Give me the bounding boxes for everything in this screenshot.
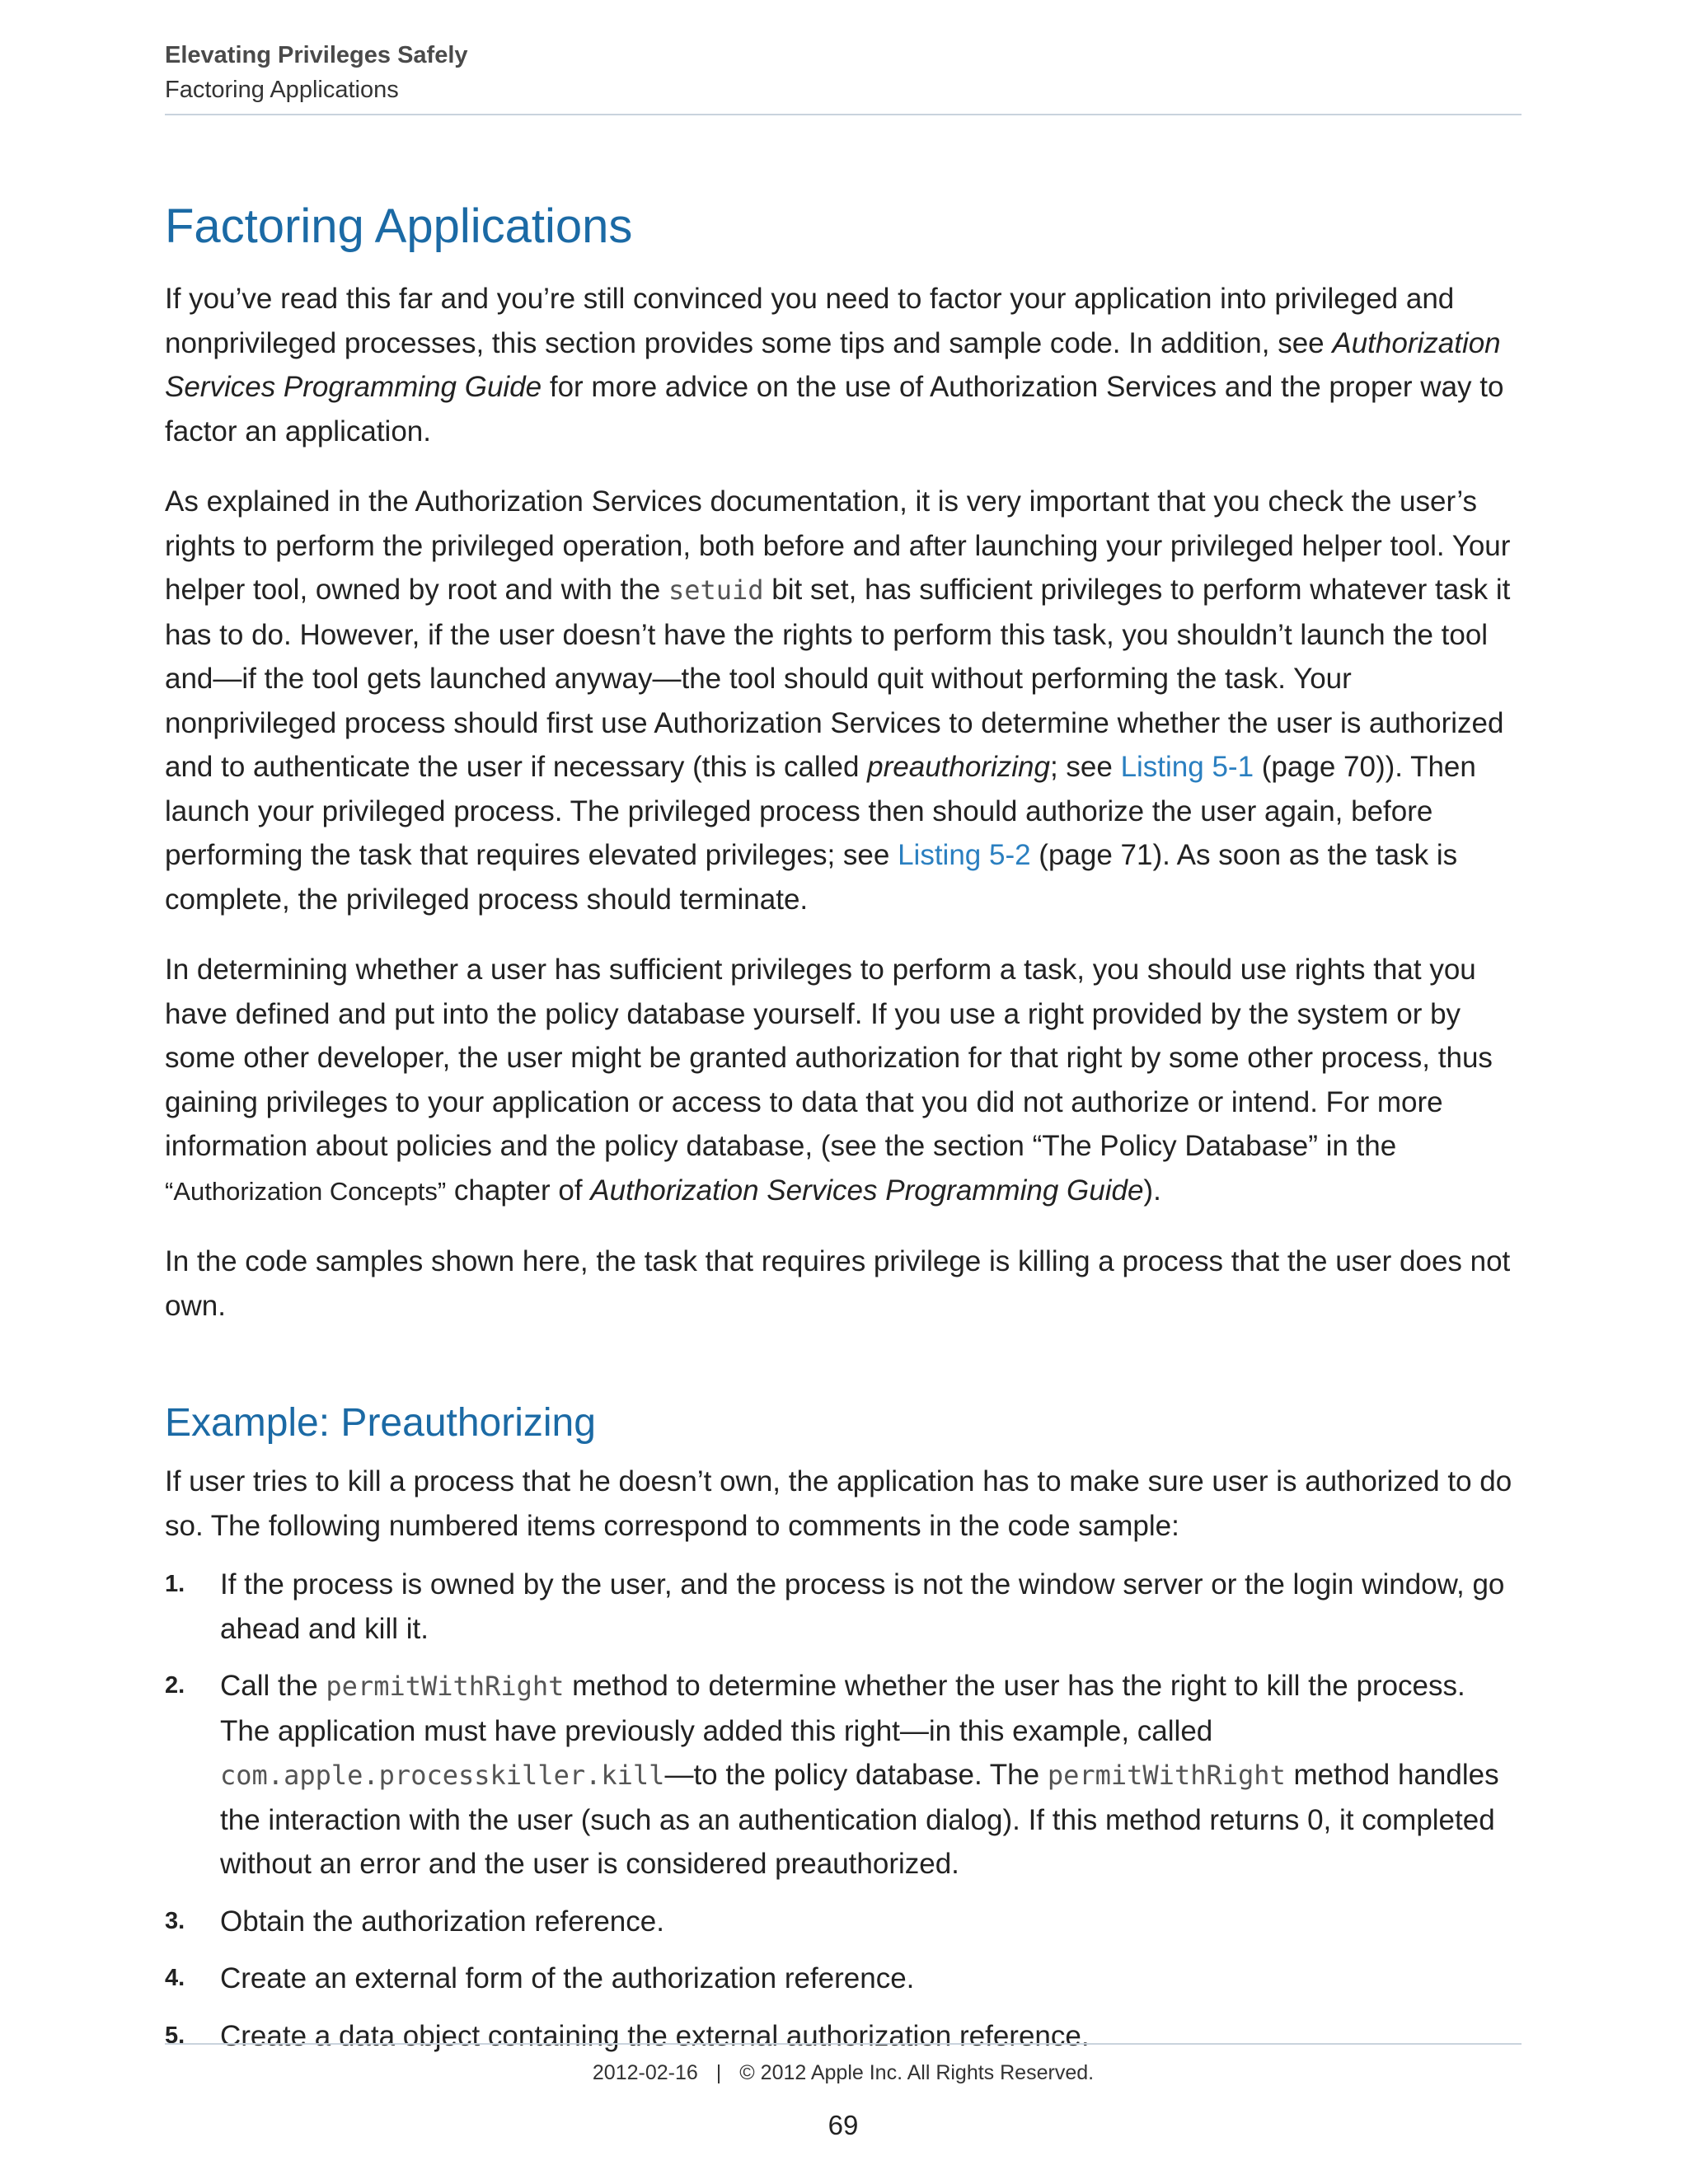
permit-with-right-code: permitWithRight [326,1671,565,1702]
header-chapter-title: Elevating Privileges Safely [165,42,468,68]
p2-text-e: (page 71). As soon as the task is complete, the privileged process should terminate. [165,839,1458,916]
page-body [165,190,1522,2071]
p2-text-b: bit set, has sufficient privileges to perform whatever task it has to do. However, if the user doesn’t have the rights to perform this task, you shouldn’t launch the tool and—if the tool gets launched anyway—the tool should quit without performing the task. Your nonprivileged process should first use Authorization Services to determine whether the user is authorized and to authenticate the user if necessary (this is called [165,574,1511,783]
listing-5-2-link[interactable]: Listing 5-2 [898,839,1031,871]
list-item [165,1664,1522,1886]
paragraph-policy-database [165,948,1522,1213]
page-number: 69 [828,2110,859,2140]
running-header [165,38,1522,107]
step-text: Obtain the authorization reference. [220,1905,664,1938]
step-text-d: method handles the interaction with the user (such as an authentication dialog). If this method returns 0, it completed without an error and the user is considered preauthorized. [220,1759,1499,1880]
paragraph-code-samples: In the code samples shown here, the task that requires privilege is killing a process that the user does not own. [165,1245,1511,1322]
paragraph-intro [165,277,1522,453]
setuid-code: setuid [668,574,764,606]
step-number: 4. [165,1965,185,1991]
p1-text-b: for more advice on the use of Authorization Services and the proper way to factor an application. [165,371,1504,448]
list-item [165,1957,1522,2001]
page-title: Factoring Applications [165,199,633,253]
paragraph-example-intro: If user tries to kill a process that he doesn’t own, the application has to make sure user is authorized to do so. The following numbered items correspond to comments in the code sample: [165,1465,1512,1542]
right-name-code: com.apple.processkiller.kill [220,1760,665,1791]
step-text-a: Call the [220,1670,326,1702]
authorization-concepts-ref: “Authorization Concepts” [165,1176,447,1206]
footer-separator: | [715,2061,722,2084]
p2-text-a: As explained in the Authorization Services documentation, it is very important that you check the user’s rights to perform the privileged operation, both before and after launching your privileged helper tool. Your helper tool, owned by root and with the [165,485,1511,606]
step-number: 3. [165,1907,185,1934]
step-number: 5. [165,2022,185,2049]
footer-date: 2012-02-16 [592,2061,698,2084]
p2-text-c: ; see [1049,751,1121,783]
p3-book-title: Authorization Services Programming Guide [590,1174,1144,1207]
preauthorizing-term: preauthorizing [867,751,1050,783]
step-text: Create an external form of the authorization reference. [220,1962,915,1994]
paragraph-rights-check [165,480,1522,921]
header-divider [165,114,1522,115]
listing-5-1-link[interactable]: Listing 5-1 [1120,751,1254,783]
p1-book-title: Authorization Services Programming Guide [165,326,1501,403]
step-text-c: —to the policy database. The [664,1759,1048,1791]
step-text-b: method to determine whether the user has the right to kill the process. The application must have previously added this right—in this example, called [220,1670,1465,1747]
step-text: If the process is owned by the user, and the process is not the window server or the login window, go ahead and kill it. [220,1568,1505,1645]
list-item [165,1900,1522,1944]
p3-text-a: In determining whether a user has sufficient privileges to perform a task, you should use rights that you have defined and put into the policy database yourself. If you use a right provided by the system or by some other developer, the user might be granted authorization for that right by some other process, thus gaining privileges to your application or access to data that you did not authorize or intend. For more information about policies and the policy database, (see the section “The Policy Database” in the [165,954,1493,1162]
numbered-steps [165,1563,1522,2058]
permit-with-right-code-2: permitWithRight [1047,1760,1286,1791]
page-footer [165,2058,1522,2088]
list-item [165,2014,1522,2059]
p3-text-b: chapter of [446,1174,591,1207]
step-number: 1. [165,1571,185,1597]
p1-text-a: If you’ve read this far and you’re still convinced you need to factor your application into privileged and nonprivileged processes, this section provides some tips and sample code. In addition, see [165,283,1455,359]
section-subtitle: Example: Preauthorizing [165,1401,596,1445]
footer-copyright: © 2012 Apple Inc. All Rights Reserved. [739,2061,1095,2084]
p3-text-c: ). [1143,1174,1161,1207]
list-item [165,1563,1522,1651]
header-section-title: Factoring Applications [165,77,399,103]
step-number: 2. [165,1672,185,1699]
footer-divider [165,2043,1522,2045]
step-text: Create a data object containing the external authorization reference. [220,2019,1090,2052]
p2-text-d: (page 70)). Then launch your privileged process. The privileged process then should authorize the user again, before performing the task that requires elevated privileges; see [165,751,1476,871]
